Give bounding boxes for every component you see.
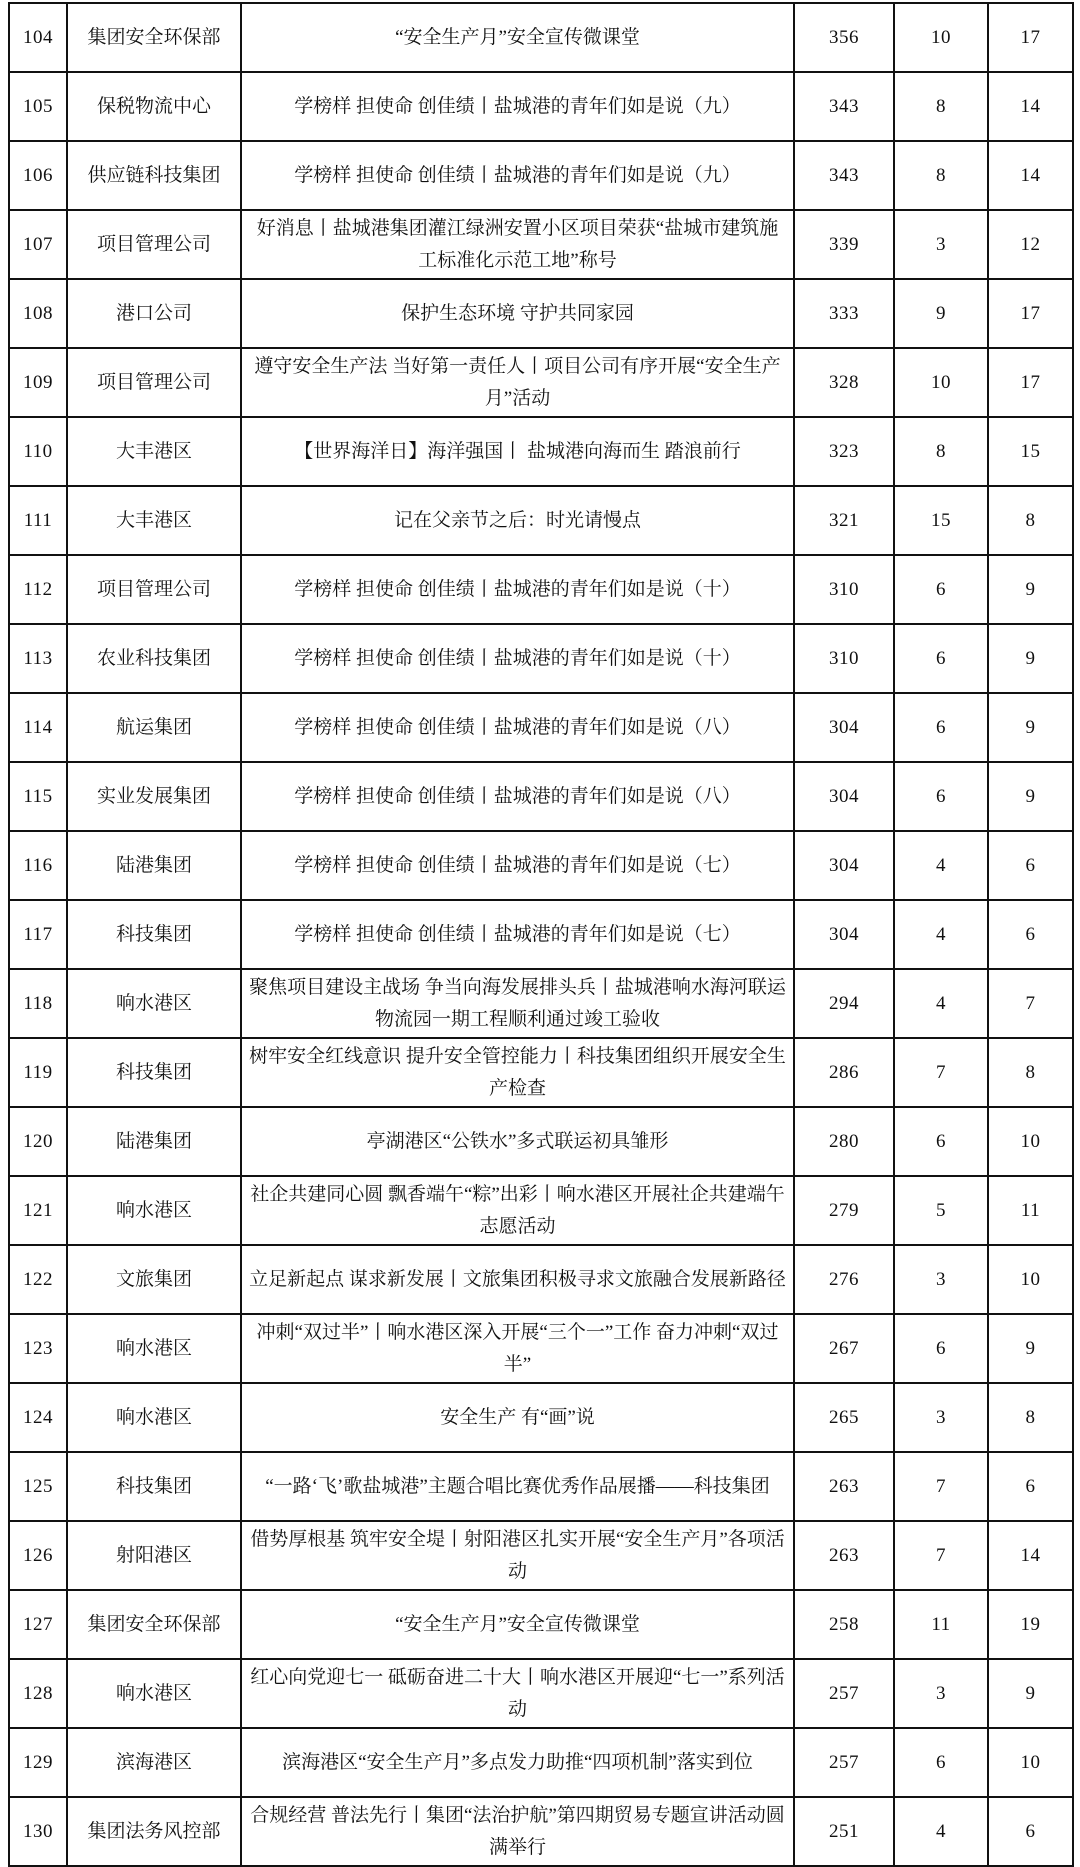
title-cell: 好消息丨盐城港集团灌江绿洲安置小区项目荣获“盐城市建筑施工标准化示范工地”称号 — [241, 210, 794, 279]
department-cell: 响水港区 — [67, 969, 241, 1038]
count3-cell: 8 — [988, 1038, 1073, 1107]
count1-cell: 294 — [794, 969, 894, 1038]
rank-cell: 128 — [9, 1659, 67, 1728]
count3-cell: 9 — [988, 624, 1073, 693]
title-cell: 保护生态环境 守护共同家园 — [241, 279, 794, 348]
count2-cell: 6 — [894, 1107, 988, 1176]
count2-cell: 4 — [894, 831, 988, 900]
department-cell: 实业发展集团 — [67, 762, 241, 831]
count1-cell: 257 — [794, 1659, 894, 1728]
department-cell: 集团安全环保部 — [67, 3, 241, 72]
department-cell: 保税物流中心 — [67, 72, 241, 141]
count3-cell: 15 — [988, 417, 1073, 486]
count2-cell: 4 — [894, 969, 988, 1038]
table-row — [9, 555, 1073, 624]
count2-cell: 6 — [894, 1728, 988, 1797]
count3-cell: 12 — [988, 210, 1073, 279]
count1-cell: 339 — [794, 210, 894, 279]
count1-cell: 328 — [794, 348, 894, 417]
rank-cell: 130 — [9, 1797, 67, 1866]
table-row — [9, 1314, 1073, 1383]
table-row — [9, 1521, 1073, 1590]
count2-cell: 8 — [894, 72, 988, 141]
count2-cell: 7 — [894, 1452, 988, 1521]
department-cell: 农业科技集团 — [67, 624, 241, 693]
department-cell: 大丰港区 — [67, 486, 241, 555]
table-row — [9, 3, 1073, 72]
count1-cell: 276 — [794, 1245, 894, 1314]
department-cell: 集团安全环保部 — [67, 1590, 241, 1659]
title-cell: 冲刺“双过半”丨响水港区深入开展“三个一”工作 奋力冲刺“双过半” — [241, 1314, 794, 1383]
table-row — [9, 1176, 1073, 1245]
count3-cell: 9 — [988, 555, 1073, 624]
department-cell: 港口公司 — [67, 279, 241, 348]
table-row — [9, 210, 1073, 279]
count3-cell: 6 — [988, 1452, 1073, 1521]
rank-cell: 106 — [9, 141, 67, 210]
count3-cell: 11 — [988, 1176, 1073, 1245]
table-row — [9, 1659, 1073, 1728]
count1-cell: 356 — [794, 3, 894, 72]
count1-cell: 267 — [794, 1314, 894, 1383]
count2-cell: 3 — [894, 1383, 988, 1452]
count2-cell: 15 — [894, 486, 988, 555]
article-ranking-table — [8, 2, 1074, 1867]
title-cell: 合规经营 普法先行丨集团“法治护航”第四期贸易专题宣讲活动圆满举行 — [241, 1797, 794, 1866]
count2-cell: 7 — [894, 1038, 988, 1107]
rank-cell: 122 — [9, 1245, 67, 1314]
count1-cell: 323 — [794, 417, 894, 486]
rank-cell: 118 — [9, 969, 67, 1038]
count3-cell: 10 — [988, 1245, 1073, 1314]
count1-cell: 304 — [794, 762, 894, 831]
count3-cell: 10 — [988, 1728, 1073, 1797]
department-cell: 响水港区 — [67, 1314, 241, 1383]
rank-cell: 116 — [9, 831, 67, 900]
department-cell: 供应链科技集团 — [67, 141, 241, 210]
rank-cell: 112 — [9, 555, 67, 624]
rank-cell: 126 — [9, 1521, 67, 1590]
rank-cell: 105 — [9, 72, 67, 141]
count2-cell: 4 — [894, 900, 988, 969]
table-row — [9, 1452, 1073, 1521]
title-cell: “安全生产月”安全宣传微课堂 — [241, 1590, 794, 1659]
count3-cell: 6 — [988, 900, 1073, 969]
count2-cell: 6 — [894, 693, 988, 762]
title-cell: 社企共建同心圆 飘香端午“粽”出彩丨响水港区开展社企共建端午志愿活动 — [241, 1176, 794, 1245]
count2-cell: 6 — [894, 555, 988, 624]
department-cell: 滨海港区 — [67, 1728, 241, 1797]
rank-cell: 120 — [9, 1107, 67, 1176]
title-cell: 学榜样 担使命 创佳绩丨盐城港的青年们如是说（九） — [241, 141, 794, 210]
department-cell: 陆港集团 — [67, 1107, 241, 1176]
count1-cell: 265 — [794, 1383, 894, 1452]
count1-cell: 279 — [794, 1176, 894, 1245]
table-row — [9, 693, 1073, 762]
department-cell: 科技集团 — [67, 1452, 241, 1521]
rank-cell: 107 — [9, 210, 67, 279]
table-row — [9, 624, 1073, 693]
department-cell: 大丰港区 — [67, 417, 241, 486]
title-cell: 【世界海洋日】海洋强国丨 盐城港向海而生 踏浪前行 — [241, 417, 794, 486]
table-row — [9, 900, 1073, 969]
count3-cell: 10 — [988, 1107, 1073, 1176]
table-row — [9, 417, 1073, 486]
count2-cell: 10 — [894, 3, 988, 72]
title-cell: 聚焦项目建设主战场 争当向海发展排头兵丨盐城港响水海河联运物流园一期工程顺利通过竣工验收 — [241, 969, 794, 1038]
table-row — [9, 348, 1073, 417]
count2-cell: 5 — [894, 1176, 988, 1245]
department-cell: 集团法务风控部 — [67, 1797, 241, 1866]
count1-cell: 251 — [794, 1797, 894, 1866]
rank-cell: 129 — [9, 1728, 67, 1797]
rank-cell: 124 — [9, 1383, 67, 1452]
count1-cell: 310 — [794, 624, 894, 693]
department-cell: 科技集团 — [67, 900, 241, 969]
table-row — [9, 1107, 1073, 1176]
count3-cell: 9 — [988, 1659, 1073, 1728]
rank-cell: 125 — [9, 1452, 67, 1521]
title-cell: 学榜样 担使命 创佳绩丨盐城港的青年们如是说（七） — [241, 831, 794, 900]
department-cell: 响水港区 — [67, 1383, 241, 1452]
count1-cell: 286 — [794, 1038, 894, 1107]
count3-cell: 17 — [988, 279, 1073, 348]
count2-cell: 8 — [894, 417, 988, 486]
count3-cell: 19 — [988, 1590, 1073, 1659]
rank-cell: 113 — [9, 624, 67, 693]
count3-cell: 9 — [988, 693, 1073, 762]
title-cell: 学榜样 担使命 创佳绩丨盐城港的青年们如是说（十） — [241, 624, 794, 693]
count3-cell: 14 — [988, 1521, 1073, 1590]
count1-cell: 257 — [794, 1728, 894, 1797]
count2-cell: 4 — [894, 1797, 988, 1866]
count3-cell: 17 — [988, 348, 1073, 417]
table-row — [9, 831, 1073, 900]
count3-cell: 8 — [988, 1383, 1073, 1452]
count2-cell: 6 — [894, 624, 988, 693]
count2-cell: 9 — [894, 279, 988, 348]
department-cell: 科技集团 — [67, 1038, 241, 1107]
count2-cell: 10 — [894, 348, 988, 417]
count2-cell: 3 — [894, 210, 988, 279]
count3-cell: 8 — [988, 486, 1073, 555]
count1-cell: 304 — [794, 693, 894, 762]
table-row — [9, 1383, 1073, 1452]
table-row — [9, 762, 1073, 831]
count2-cell: 3 — [894, 1659, 988, 1728]
department-cell: 项目管理公司 — [67, 348, 241, 417]
title-cell: 亭湖港区“公铁水”多式联运初具雏形 — [241, 1107, 794, 1176]
title-cell: 学榜样 担使命 创佳绩丨盐城港的青年们如是说（十） — [241, 555, 794, 624]
rank-cell: 110 — [9, 417, 67, 486]
department-cell: 射阳港区 — [67, 1521, 241, 1590]
count1-cell: 263 — [794, 1452, 894, 1521]
table-row — [9, 1590, 1073, 1659]
title-cell: 学榜样 担使命 创佳绩丨盐城港的青年们如是说（八） — [241, 762, 794, 831]
department-cell: 项目管理公司 — [67, 210, 241, 279]
count2-cell: 6 — [894, 1314, 988, 1383]
count3-cell: 9 — [988, 762, 1073, 831]
rank-cell: 117 — [9, 900, 67, 969]
count1-cell: 280 — [794, 1107, 894, 1176]
title-cell: 红心向党迎七一 砥砺奋进二十大丨响水港区开展迎“七一”系列活动 — [241, 1659, 794, 1728]
department-cell: 文旅集团 — [67, 1245, 241, 1314]
table-row — [9, 1038, 1073, 1107]
rank-cell: 108 — [9, 279, 67, 348]
rank-cell: 111 — [9, 486, 67, 555]
count1-cell: 343 — [794, 72, 894, 141]
rank-cell: 114 — [9, 693, 67, 762]
title-cell: 滨海港区“安全生产月”多点发力助推“四项机制”落实到位 — [241, 1728, 794, 1797]
table-row — [9, 1797, 1073, 1866]
title-cell: 借势厚根基 筑牢安全堤丨射阳港区扎实开展“安全生产月”各项活动 — [241, 1521, 794, 1590]
table-row — [9, 72, 1073, 141]
title-cell: 立足新起点 谋求新发展丨文旅集团积极寻求文旅融合发展新路径 — [241, 1245, 794, 1314]
title-cell: “安全生产月”安全宣传微课堂 — [241, 3, 794, 72]
rank-cell: 127 — [9, 1590, 67, 1659]
table-row — [9, 969, 1073, 1038]
count2-cell: 3 — [894, 1245, 988, 1314]
title-cell: 学榜样 担使命 创佳绩丨盐城港的青年们如是说（九） — [241, 72, 794, 141]
table-row — [9, 1245, 1073, 1314]
department-cell: 响水港区 — [67, 1176, 241, 1245]
count1-cell: 304 — [794, 831, 894, 900]
count3-cell: 6 — [988, 831, 1073, 900]
rank-cell: 104 — [9, 3, 67, 72]
count1-cell: 333 — [794, 279, 894, 348]
count3-cell: 7 — [988, 969, 1073, 1038]
department-cell: 航运集团 — [67, 693, 241, 762]
table-row — [9, 141, 1073, 210]
count1-cell: 304 — [794, 900, 894, 969]
department-cell: 响水港区 — [67, 1659, 241, 1728]
rank-cell: 109 — [9, 348, 67, 417]
title-cell: 遵守安全生产法 当好第一责任人丨项目公司有序开展“安全生产月”活动 — [241, 348, 794, 417]
title-cell: 学榜样 担使命 创佳绩丨盐城港的青年们如是说（七） — [241, 900, 794, 969]
count3-cell: 6 — [988, 1797, 1073, 1866]
count2-cell: 11 — [894, 1590, 988, 1659]
rank-cell: 123 — [9, 1314, 67, 1383]
title-cell: 学榜样 担使命 创佳绩丨盐城港的青年们如是说（八） — [241, 693, 794, 762]
count3-cell: 14 — [988, 72, 1073, 141]
table-row — [9, 1728, 1073, 1797]
title-cell: 安全生产 有“画”说 — [241, 1383, 794, 1452]
count2-cell: 6 — [894, 762, 988, 831]
department-cell: 陆港集团 — [67, 831, 241, 900]
title-cell: “一路‘飞’歌盐城港”主题合唱比赛优秀作品展播——科技集团 — [241, 1452, 794, 1521]
count1-cell: 258 — [794, 1590, 894, 1659]
document-page — [8, 2, 1072, 1867]
table-row — [9, 279, 1073, 348]
count1-cell: 263 — [794, 1521, 894, 1590]
count2-cell: 8 — [894, 141, 988, 210]
table-row — [9, 486, 1073, 555]
count1-cell: 343 — [794, 141, 894, 210]
title-cell: 树牢安全红线意识 提升安全管控能力丨科技集团组织开展安全生产检查 — [241, 1038, 794, 1107]
rank-cell: 119 — [9, 1038, 67, 1107]
count3-cell: 17 — [988, 3, 1073, 72]
rank-cell: 121 — [9, 1176, 67, 1245]
count3-cell: 9 — [988, 1314, 1073, 1383]
count3-cell: 14 — [988, 141, 1073, 210]
title-cell: 记在父亲节之后：时光请慢点 — [241, 486, 794, 555]
department-cell: 项目管理公司 — [67, 555, 241, 624]
rank-cell: 115 — [9, 762, 67, 831]
count2-cell: 7 — [894, 1521, 988, 1590]
count1-cell: 310 — [794, 555, 894, 624]
count1-cell: 321 — [794, 486, 894, 555]
